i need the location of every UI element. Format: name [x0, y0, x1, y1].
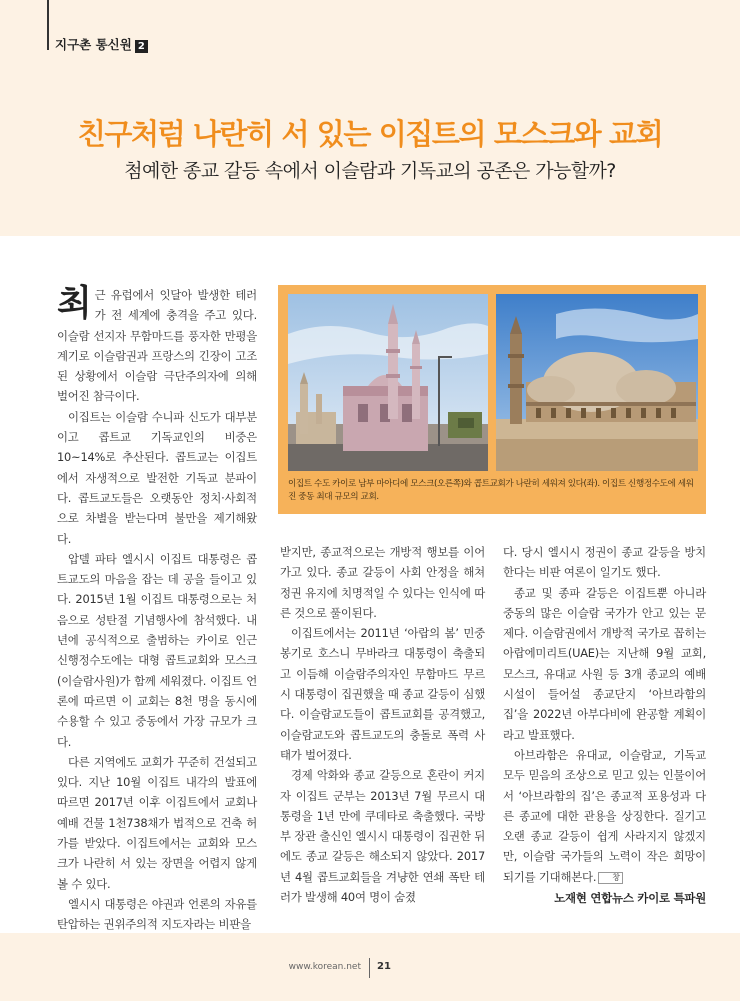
paragraph [57, 285, 257, 407]
photo-frame [278, 285, 706, 514]
cathedral-photo [496, 294, 698, 471]
mosque-and-church-photo [288, 294, 488, 471]
section-tag [55, 35, 148, 53]
paragraph: 이집트는 이슬람 수니파 신도가 대부분이고 콥트교 기독교인의 비중은 10~14%로 추산된다. 콥트교는 이집트에서 자생적으로 발전한 기독교 분파이다. 콥트교도들은 오랫동안 정치·사회적으로 차별을 받는다며 불만을 제기해왔다. [57, 409, 257, 546]
paragraph: 다. 당시 엘시시 정권이 종교 갈등을 방치한다는 비판 여론이 일기도 했다. [503, 545, 706, 580]
paragraph-text: 아브라함은 유대교, 이슬람교, 기독교 모두 믿음의 조상으로 믿고 있는 인물이어서 ‘아브라함의 집’은 종교적 포용성과 다른 종교에 대한 관용을 상징한다. 질기고 오랜 종교 갈등이 쉽게 사라지지 않겠지만, 이슬람 국가들의 노력이 작은 희망이 되기를 기대해본다. [503, 747, 706, 884]
footer-url: www.korean.net [288, 962, 361, 972]
paragraph [503, 745, 706, 887]
article-column-1 [57, 285, 257, 935]
byline: 노재현 연합뉴스 카이로 특파원 [554, 891, 706, 906]
article-column-2 [280, 542, 485, 907]
paragraph: 압델 파타 엘시시 이집트 대통령은 콥트교도의 마음을 잡는 데 공을 들이고 있다. 2015년 1월 이집트 대통령으로는 처음으로 성탄절 기념행사에 참석했다. 내년에 공식적으로 출범하는 카이로 인근 신행정수도에는 대형 콥트교회와 모스크(이슬람사원)가 함께 세워졌다. 이집트 언론에 따르면 이 교회는 8천 명을 동시에 수용할 수 있고 중동에서 가장 규모가 크다. [57, 551, 257, 749]
headline: 친구처럼 나란히 서 있는 이집트의 모스크와 교회 [77, 117, 663, 151]
page-number: 21 [377, 961, 391, 972]
subhead: 첨예한 종교 갈등 속에서 이슬람과 기독교의 공존은 가능할까? [124, 160, 616, 182]
end-mark: 창 [598, 872, 623, 884]
photo-caption: 이집트 수도 카이로 남부 마아디에 모스크(오른쪽)와 콥트교회가 나란히 세워져 있다(좌). 이집트 신행정수도에 세워진 중동 최대 규모의 교회. [288, 479, 694, 502]
paragraph: 경제 악화와 종교 갈등으로 혼란이 커지자 이집트 군부는 2013년 7월 무르시 대통령을 1년 만에 쿠데타로 축출했다. 국방부 장관 출신인 엘시시 대통령이 집권한 뒤에도 종교 갈등은 해소되지 않았다. 2017년 4월 콥트교회들을 겨냥한 연쇄 폭탄 테러가 발생해 40여 명이 숨졌 [280, 768, 485, 905]
paragraph: 엘시시 대통령은 야권과 언론의 자유를 탄압하는 권위주의적 지도자라는 비판을 [57, 896, 257, 932]
section-rule [47, 0, 49, 50]
dropcap: 최 [57, 283, 92, 324]
paragraph: 받지만, 종교적으로는 개방적 행보를 이어가고 있다. 종교 갈등이 사회 안정을 해쳐 정권 유지에 치명적일 수 있다는 인식에 따른 것으로 풀이된다. [280, 545, 485, 620]
paragraph: 다른 지역에도 교회가 꾸준히 건설되고 있다. 지난 10월 이집트 내각의 발표에 따르면 2017년 이후 이집트에서 교회나 예배 건물 1천738채가 법적으로 건축 허가를 받았다. 이집트에서는 교회와 모스크가 나란히 서 있는 장면을 어렵지 않게 볼 수 있다. [57, 754, 257, 891]
article-column-3 [503, 542, 706, 908]
paragraph-text: 근 유럽에서 잇달아 발생한 테러가 전 세계에 충격을 주고 있다. 이슬람 선지자 무함마드를 풍자한 만평을 계기로 이슬람권과 프랑스의 긴장이 고조된 상황에서 이슬람 극단주의자에 의해 벌어진 참극이다. [57, 288, 257, 404]
paragraph: 이집트에서는 2011년 ‘아랍의 봄’ 민중봉기로 호스니 무바라크 대통령이 축출되고 이듬해 이슬람주의자인 무함마드 무르시 대통령이 집권했을 때 종교 갈등이 심했다. 이슬람교도들이 콥트교회를 공격했고, 이슬람교도와 콥트교도의 충돌로 폭력 사태가 벌어졌다. [280, 626, 485, 762]
paragraph: 종교 및 종파 갈등은 이집트뿐 아니라 중동의 많은 이슬람 국가가 안고 있는 문제다. 이슬람권에서 개방적 국가로 꼽히는 아랍에미리트(UAE)는 지난해 9월 교회, 모스크, 유대교 사원 등 3개 종교의 예배 시설이 들어설 종교단지 ‘아브라함의 집’을 2022년 아부다비에 완공할 계획이라고 발표했다. [503, 585, 706, 742]
section-label: 지구촌 통신원 [55, 37, 132, 52]
footer-divider [369, 958, 370, 978]
section-number: 2 [135, 40, 148, 53]
footer-band [0, 933, 740, 1001]
